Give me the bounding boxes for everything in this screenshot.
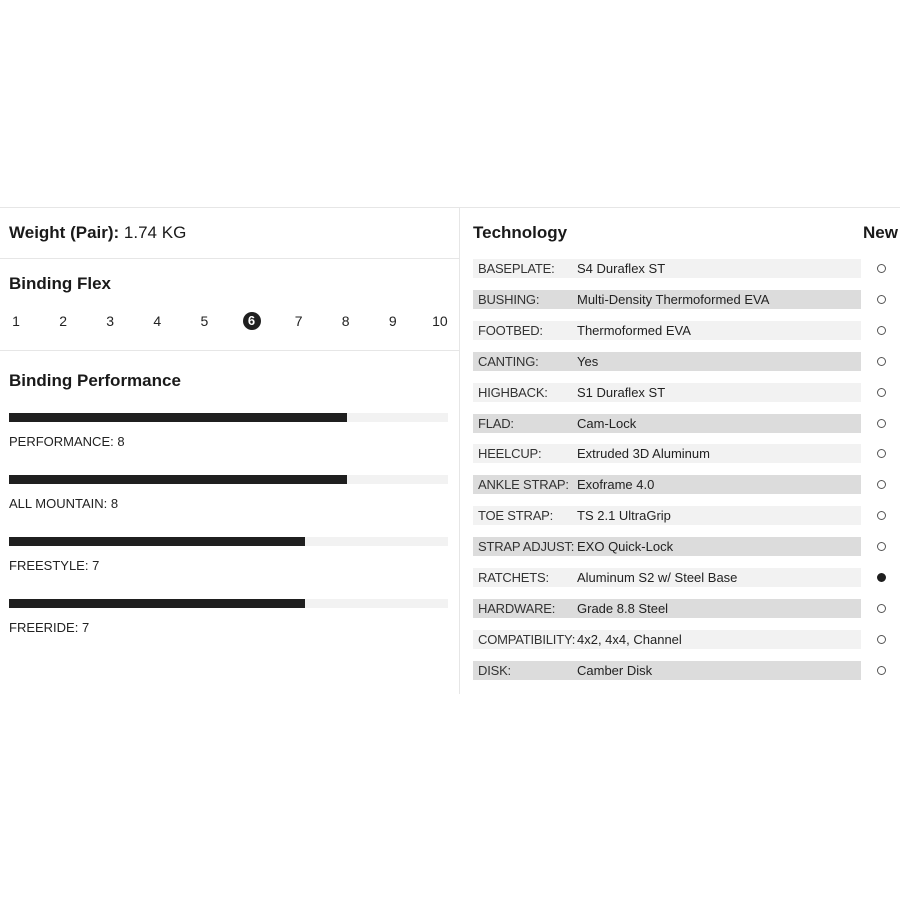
- technology-row: [473, 475, 900, 494]
- technology-value: S4 Duraflex ST: [577, 261, 666, 276]
- new-indicator-empty-icon: [877, 326, 886, 335]
- technology-row: [473, 414, 900, 433]
- technology-value: Cam-Lock: [577, 416, 637, 431]
- weight-label: Weight (Pair):: [9, 223, 120, 242]
- technology-row: [473, 599, 900, 618]
- technology-row: [473, 383, 900, 402]
- performance-rating: [9, 599, 448, 639]
- technology-key: FLAD:: [478, 416, 514, 431]
- new-indicator-empty-icon: [877, 511, 886, 520]
- flex-value: 5: [200, 313, 209, 329]
- technology-row: [473, 630, 900, 649]
- flex-value: 7: [294, 313, 303, 329]
- performance-rating: [9, 413, 448, 453]
- row-background: [473, 414, 861, 433]
- technology-key: RATCHETS:: [478, 570, 549, 585]
- technology-key: ANKLE STRAP:: [478, 477, 569, 492]
- rating-label: FREESTYLE: 7: [9, 558, 100, 573]
- technology-value: Exoframe 4.0: [577, 477, 655, 492]
- technology-value: Extruded 3D Aluminum: [577, 446, 710, 461]
- technology-value: Multi-Density Thermoformed EVA: [577, 292, 770, 307]
- technology-value: Thermoformed EVA: [577, 323, 691, 338]
- rating-track: [9, 599, 448, 608]
- performance-rating: [9, 537, 448, 577]
- technology-key: STRAP ADJUST:: [478, 539, 575, 554]
- rating-fill: [9, 475, 347, 484]
- flex-value: 8: [341, 313, 350, 329]
- flex-value-selected: 6: [243, 312, 261, 330]
- technology-key: FOOTBED:: [478, 323, 543, 338]
- technology-row: [473, 506, 900, 525]
- new-indicator-empty-icon: [877, 388, 886, 397]
- section-divider: [0, 350, 459, 351]
- flex-value: 9: [388, 313, 397, 329]
- technology-row: [473, 352, 900, 371]
- rating-track: [9, 413, 448, 422]
- binding-performance-title: Binding Performance: [9, 371, 181, 390]
- technology-row: [473, 537, 900, 556]
- technology-value: Camber Disk: [577, 663, 653, 678]
- flex-value: 1: [12, 313, 20, 329]
- new-indicator-empty-icon: [877, 604, 886, 613]
- technology-row: [473, 444, 900, 463]
- flex-value: 2: [59, 313, 67, 329]
- new-indicator-empty-icon: [877, 357, 886, 366]
- technology-value: EXO Quick-Lock: [577, 539, 674, 554]
- rating-fill: [9, 413, 347, 422]
- weight-value: 1.74 KG: [123, 223, 187, 242]
- technology-key: HARDWARE:: [478, 601, 556, 616]
- technology-key: TOE STRAP:: [478, 508, 554, 523]
- technology-key: BASEPLATE:: [478, 261, 555, 276]
- technology-title: Technology: [473, 223, 568, 242]
- new-indicator-empty-icon: [877, 666, 886, 675]
- rating-label: ALL MOUNTAIN: 8: [9, 496, 119, 511]
- technology-key: BUSHING:: [478, 292, 540, 307]
- binding-flex-title: Binding Flex: [9, 274, 111, 293]
- new-indicator-empty-icon: [877, 419, 886, 428]
- new-indicator-empty-icon: [877, 264, 886, 273]
- flex-value: 4: [153, 313, 162, 329]
- flex-value: 10: [432, 313, 448, 329]
- new-indicator-empty-icon: [877, 635, 886, 644]
- technology-value: TS 2.1 UltraGrip: [577, 508, 671, 523]
- rating-fill: [9, 599, 305, 608]
- technology-value: 4x2, 4x4, Channel: [577, 632, 682, 647]
- technology-key: HEELCUP:: [478, 446, 542, 461]
- technology-key: COMPATIBILITY:: [478, 632, 576, 647]
- technology-row: [473, 568, 900, 587]
- new-indicator-empty-icon: [877, 542, 886, 551]
- new-indicator-empty-icon: [877, 480, 886, 489]
- technology-row: [473, 321, 900, 340]
- technology-key: DISK:: [478, 663, 511, 678]
- column-divider: [459, 207, 460, 694]
- technology-row: [473, 259, 900, 278]
- performance-rating: [9, 475, 448, 515]
- technology-key: HIGHBACK:: [478, 385, 548, 400]
- technology-value: Grade 8.8 Steel: [577, 601, 669, 616]
- technology-value: Yes: [577, 354, 599, 369]
- binding-flex-scale: [0, 312, 459, 330]
- rating-track: [9, 537, 448, 546]
- technology-row: [473, 290, 900, 309]
- top-divider: [0, 207, 900, 208]
- new-column-header: New: [863, 223, 898, 242]
- rating-fill: [9, 537, 305, 546]
- new-indicator-empty-icon: [877, 295, 886, 304]
- technology-value: Aluminum S2 w/ Steel Base: [577, 570, 738, 585]
- section-divider: [0, 258, 459, 259]
- rating-label: FREERIDE: 7: [9, 620, 90, 635]
- row-background: [473, 661, 861, 680]
- rating-track: [9, 475, 448, 484]
- technology-value: S1 Duraflex ST: [577, 385, 666, 400]
- technology-row: [473, 661, 900, 680]
- new-indicator-filled-icon: [877, 573, 886, 582]
- new-indicator-empty-icon: [877, 449, 886, 458]
- technology-key: CANTING:: [478, 354, 539, 369]
- rating-label: PERFORMANCE: 8: [9, 434, 125, 449]
- flex-value: 3: [106, 313, 115, 329]
- weight-spec: [9, 223, 186, 243]
